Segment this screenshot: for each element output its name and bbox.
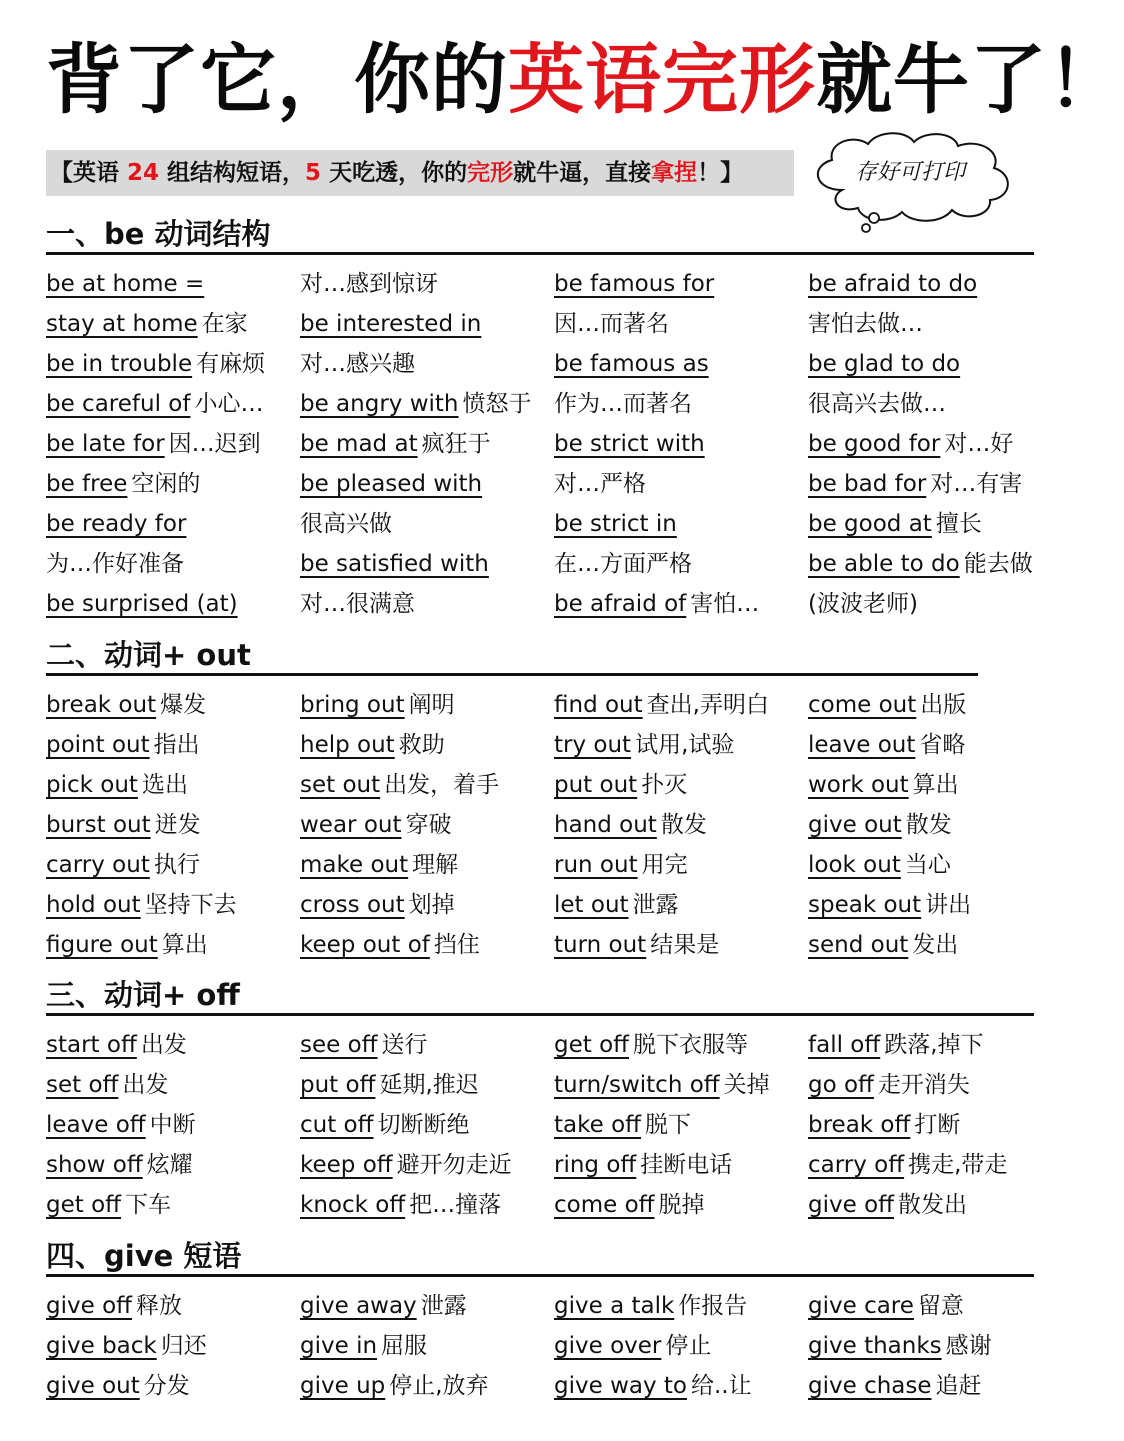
phrase-entry	[300, 1108, 469, 1142]
phrase-chinese: 讲出	[925, 892, 972, 918]
phrase-chinese: 作报告	[678, 1293, 748, 1319]
phrase-entry	[46, 1329, 207, 1363]
phrase-chinese: 愤怒于	[462, 391, 532, 417]
phrase-entry	[46, 848, 200, 882]
phrase-entry	[554, 888, 679, 922]
phrase-entry	[808, 888, 971, 922]
phrase-chinese: 出发，着手	[384, 772, 500, 798]
phrase-entry	[46, 347, 265, 381]
phrase-english: break out	[46, 692, 157, 718]
phrase-chinese: 扑灭	[641, 772, 688, 798]
phrase-english: speak out	[808, 892, 922, 918]
phrase-entry	[554, 1108, 691, 1142]
phrase-chinese: 在家	[201, 311, 248, 337]
phrase-entry	[808, 768, 959, 802]
phrase-entry	[554, 928, 719, 962]
phrase-english: be pleased with	[300, 471, 483, 497]
phrase-entry	[46, 507, 186, 541]
phrase-chinese: 坚持下去	[144, 892, 237, 918]
phrase-english: be careful of	[46, 391, 191, 417]
subtitle-number: 5	[305, 160, 322, 186]
phrase-chinese: 因…而著名	[554, 311, 669, 337]
phrase-english: give way to	[554, 1373, 687, 1399]
phrase-english: pick out	[46, 772, 138, 798]
phrase-entry	[554, 587, 759, 621]
phrase-english: hold out	[46, 892, 141, 918]
phrase-entry	[300, 1028, 428, 1062]
phrase-english: give chase	[808, 1373, 932, 1399]
phrase-chinese: 对…感到惊讶	[300, 271, 438, 297]
phrase-entry	[554, 848, 688, 882]
phrase-entry	[300, 848, 458, 882]
phrase-entry	[46, 808, 201, 842]
subtitle-number: 24	[127, 160, 160, 186]
phrase-entry	[46, 1289, 182, 1323]
phrase-english: keep out of	[300, 932, 430, 958]
phrase-chinese: 很高兴去做…	[808, 391, 946, 417]
phrase-english: be famous for	[554, 271, 715, 297]
phrase-english: put off	[300, 1072, 376, 1098]
phrase-chinese: 为…作好准备	[46, 551, 184, 577]
phrase-chinese: 对…有害	[930, 471, 1023, 497]
phrase-chinese: 送行	[381, 1032, 428, 1058]
phrase-entry	[300, 1369, 489, 1403]
phrase-chinese: 出发	[140, 1032, 187, 1058]
phrase-chinese: 空闲的	[131, 471, 201, 497]
phrase-entry	[554, 1369, 752, 1403]
phrase-chinese: 追赶	[935, 1373, 982, 1399]
phrase-entry	[554, 1329, 711, 1363]
phrase-entry	[808, 688, 966, 722]
phrase-chinese: 脱下	[645, 1112, 691, 1138]
phrase-english: set out	[300, 772, 381, 798]
phrase-entry	[46, 307, 248, 341]
phrase-entry	[808, 587, 918, 621]
phrase-english: see off	[300, 1032, 378, 1058]
phrase-english: cross out	[300, 892, 405, 918]
phrase-chinese: 出发	[122, 1072, 169, 1098]
phrase-chinese: 很高兴做	[300, 511, 392, 537]
phrase-entry	[300, 507, 392, 541]
phrase-entry	[554, 267, 714, 301]
phrase-chinese: 作为…而著名	[554, 391, 692, 417]
phrase-entry	[808, 507, 982, 541]
phrase-entry	[300, 888, 455, 922]
phrase-entry	[554, 1289, 747, 1323]
phrase-entry	[300, 547, 489, 581]
phrase-english: carry off	[808, 1152, 905, 1178]
phrase-entry	[554, 1188, 705, 1222]
phrase-chinese: 屈服	[381, 1333, 428, 1359]
phrase-entry	[808, 1148, 1007, 1182]
phrase-entry	[46, 1148, 193, 1182]
phrase-entry	[808, 467, 1022, 501]
phrase-english: be angry with	[300, 391, 459, 417]
phrase-english: be bad for	[808, 471, 927, 497]
phrase-english: be interested in	[300, 311, 482, 337]
phrase-english: give away	[300, 1293, 417, 1319]
phrase-english: be afraid to do	[808, 271, 978, 297]
phrase-english: be good for	[808, 431, 941, 457]
phrase-entry	[808, 1329, 992, 1363]
phrase-entry	[300, 267, 438, 301]
phrase-chinese: 救助	[398, 732, 445, 758]
phrase-entry	[554, 1028, 748, 1062]
phrase-chinese: 挂断电话	[640, 1152, 733, 1178]
phrase-english: be strict in	[554, 511, 677, 537]
phrase-chinese: 执行	[153, 852, 200, 878]
phrase-chinese: 指出	[153, 732, 200, 758]
phrase-english: try out	[554, 732, 632, 758]
phrase-english: point out	[46, 732, 150, 758]
phrase-entry	[808, 808, 952, 842]
phrase-entry	[300, 467, 482, 501]
subtitle-highlight: 完形	[467, 160, 514, 186]
phrase-chinese: 害怕去做…	[808, 311, 923, 337]
phrase-entry	[46, 587, 238, 621]
phrase-entry	[554, 728, 734, 762]
phrase-english: give care	[808, 1293, 914, 1319]
phrase-english: give over	[554, 1333, 662, 1359]
phrase-entry	[300, 768, 499, 802]
phrase-entry	[808, 307, 923, 341]
phrase-english: help out	[300, 732, 395, 758]
phrase-entry	[808, 1068, 970, 1102]
phrase-entry	[808, 928, 958, 962]
phrase-chinese: 散发	[660, 812, 707, 838]
phrase-chinese: 结果是	[650, 932, 720, 958]
phrase-english: give up	[300, 1373, 386, 1399]
phrase-english: be ready for	[46, 511, 187, 537]
phrase-chinese: 有麻烦	[196, 351, 266, 377]
phrase-chinese: 爆发	[160, 692, 207, 718]
phrase-chinese: 关掉	[723, 1072, 770, 1098]
phrase-english: show off	[46, 1152, 143, 1178]
phrase-english: give thanks	[808, 1333, 942, 1359]
phrase-chinese: 跌落,掉下	[884, 1032, 984, 1058]
subtitle-text: 天吃透，你的	[321, 160, 468, 186]
subtitle-text: ！】	[697, 160, 744, 186]
phrase-chinese: 避开勿走近	[396, 1152, 512, 1178]
phrase-entry	[46, 1068, 168, 1102]
phrase-english: make out	[300, 852, 409, 878]
phrase-english: figure out	[46, 932, 158, 958]
section-title: 二、动词+ out	[46, 638, 251, 672]
phrase-entry	[46, 728, 200, 762]
phrase-chinese: 释放	[135, 1293, 182, 1319]
phrase-english: let out	[554, 892, 629, 918]
phrase-english: turn/switch off	[554, 1072, 720, 1098]
phrase-chinese: 对…严格	[554, 471, 646, 497]
phrase-entry	[554, 347, 709, 381]
phrase-english: come off	[554, 1192, 655, 1218]
phrase-english: turn out	[554, 932, 647, 958]
phrase-chinese: 留意	[917, 1293, 964, 1319]
phrase-entry	[808, 1188, 967, 1222]
subtitle-highlight: 拿捏	[651, 160, 698, 186]
phrase-english: be glad to do	[808, 351, 961, 377]
phrase-chinese: 出版	[920, 692, 967, 718]
phrase-entry	[554, 1068, 770, 1102]
phrase-chinese: 中断	[149, 1112, 196, 1138]
phrase-entry	[46, 688, 206, 722]
phrase-entry	[554, 467, 646, 501]
phrase-chinese: 归还	[160, 1333, 207, 1359]
phrase-chinese: 擅长	[935, 511, 982, 537]
phrase-english: give out	[808, 812, 902, 838]
phrase-english: look out	[808, 852, 901, 878]
phrase-chinese: 感谢	[945, 1333, 992, 1359]
phrase-english: be at home =	[46, 271, 205, 297]
phrase-entry	[46, 387, 263, 421]
phrase-english: give off	[46, 1293, 132, 1319]
phrase-english: start off	[46, 1032, 137, 1058]
section-title: 四、give 短语	[46, 1239, 242, 1273]
phrase-entry	[300, 728, 445, 762]
phrase-entry	[46, 427, 261, 461]
phrase-chinese: 脱掉	[658, 1192, 705, 1218]
phrase-english: get off	[46, 1192, 121, 1218]
phrase-entry	[808, 728, 965, 762]
phrase-entry	[808, 267, 977, 301]
subtitle-text: 【英语	[50, 160, 128, 186]
phrase-entry	[554, 427, 705, 461]
phrase-chinese: 泄露	[632, 892, 679, 918]
phrase-chinese: 查出,弄明白	[646, 692, 769, 718]
phrase-entry	[46, 267, 204, 301]
phrase-entry	[300, 1188, 501, 1222]
phrase-entry	[808, 547, 1033, 581]
phrase-entry	[300, 928, 480, 962]
phrase-entry	[300, 688, 455, 722]
phrase-chinese: 停止,放弃	[389, 1373, 489, 1399]
subtitle-text: 就牛逼，直接	[513, 160, 652, 186]
phrase-chinese: 对…很满意	[300, 591, 415, 617]
phrase-english: be satisfied with	[300, 551, 489, 577]
phrase-chinese: 停止	[665, 1333, 712, 1359]
phrase-entry	[46, 1028, 187, 1062]
phrase-english: be strict with	[554, 431, 705, 457]
phrase-english: hand out	[554, 812, 657, 838]
phrase-entry	[554, 808, 707, 842]
phrase-english: give out	[46, 1373, 140, 1399]
phrase-entry	[46, 1369, 190, 1403]
phrase-chinese: 分发	[143, 1373, 190, 1399]
phrase-entry	[808, 347, 960, 381]
phrase-chinese: 选出	[141, 772, 188, 798]
phrase-entry	[808, 848, 951, 882]
phrase-entry	[46, 888, 237, 922]
phrase-chinese: 算出	[912, 772, 959, 798]
phrase-chinese: 迸发	[154, 812, 201, 838]
phrase-entry	[46, 467, 200, 501]
phrase-entry	[554, 547, 692, 581]
phrase-chinese: 把…撞落	[409, 1192, 502, 1218]
phrase-chinese: 脱下衣服等	[633, 1032, 748, 1058]
phrase-english: give back	[46, 1333, 157, 1359]
phrase-entry	[554, 507, 677, 541]
phrase-entry	[300, 808, 452, 842]
phrase-entry	[808, 1028, 984, 1062]
phrase-entry	[46, 1108, 196, 1142]
phrase-chinese: 泄露	[420, 1293, 467, 1319]
phrase-english: cut off	[300, 1112, 374, 1138]
phrase-chinese: 害怕…	[690, 591, 760, 617]
phrase-chinese: 对…好	[944, 431, 1014, 457]
phrase-chinese: (波波老师)	[808, 591, 918, 617]
phrase-english: take off	[554, 1112, 641, 1138]
title-highlight: 英语完形	[508, 35, 816, 124]
phrase-entry	[808, 1108, 960, 1142]
phrase-english: set off	[46, 1072, 119, 1098]
cloud-note: 存好可打印	[854, 160, 965, 185]
phrase-english: leave off	[46, 1112, 146, 1138]
phrase-chinese: 散发出	[897, 1192, 967, 1218]
phrase-english: bring out	[300, 692, 405, 718]
phrase-chinese: 算出	[161, 932, 208, 958]
phrase-entry	[46, 1188, 171, 1222]
phrase-english: burst out	[46, 812, 151, 838]
phrase-english: carry out	[46, 852, 150, 878]
phrase-entry	[554, 1148, 732, 1182]
section-divider	[46, 673, 978, 676]
phrase-chinese: 炫耀	[146, 1152, 193, 1178]
phrase-entry	[808, 1369, 982, 1403]
phrase-english: be late for	[46, 431, 165, 457]
phrase-entry	[554, 387, 692, 421]
phrase-chinese: 疯狂于	[421, 431, 491, 457]
phrase-chinese: 下车	[125, 1192, 171, 1218]
phrase-chinese: 散发	[905, 812, 952, 838]
phrase-chinese: 打断	[914, 1112, 961, 1138]
phrase-english: be free	[46, 471, 128, 497]
phrase-entry	[300, 587, 415, 621]
phrase-chinese: 当心	[904, 852, 951, 878]
section-divider	[46, 252, 1034, 255]
subtitle-text: 组结构短语，	[159, 160, 306, 186]
phrase-chinese: 小心…	[194, 391, 264, 417]
phrase-chinese: 试用,试验	[635, 732, 735, 758]
phrase-chinese: 阐明	[408, 692, 455, 718]
phrase-chinese: 挡住	[433, 932, 480, 958]
phrase-chinese: 携走,带走	[908, 1152, 1008, 1178]
phrase-english: be mad at	[300, 431, 418, 457]
phrase-chinese: 发出	[912, 932, 959, 958]
phrase-chinese: 给..让	[690, 1373, 752, 1399]
phrase-entry	[46, 768, 188, 802]
section-divider	[46, 1274, 1034, 1277]
phrase-entry	[554, 768, 687, 802]
section-title: 三、动词+ off	[46, 978, 240, 1012]
page-title	[46, 30, 1124, 130]
phrase-english: leave out	[808, 732, 916, 758]
title-part-1: 背了它，你的	[46, 35, 508, 124]
phrase-english: wear out	[300, 812, 402, 838]
phrase-chinese: 在…方面严格	[554, 551, 692, 577]
phrase-english: send out	[808, 932, 909, 958]
phrase-english: ring off	[554, 1152, 637, 1178]
phrase-entry	[300, 427, 491, 461]
phrase-entry	[808, 427, 1013, 461]
subtitle-banner	[46, 150, 794, 196]
phrase-entry	[300, 1289, 467, 1323]
section-divider	[46, 1013, 1034, 1016]
phrase-entry	[300, 307, 481, 341]
phrase-english: put out	[554, 772, 638, 798]
phrase-entry	[46, 928, 208, 962]
phrase-chinese: 穿破	[405, 812, 452, 838]
phrase-entry	[300, 1068, 479, 1102]
phrase-entry	[554, 688, 769, 722]
phrase-english: find out	[554, 692, 643, 718]
phrase-english: keep off	[300, 1152, 393, 1178]
phrase-chinese: 用完	[641, 852, 688, 878]
phrase-entry	[46, 547, 184, 581]
phrase-english: break off	[808, 1112, 911, 1138]
phrase-chinese: 能去做	[963, 551, 1033, 577]
title-part-2: 就牛了！	[816, 35, 1124, 124]
phrase-english: stay at home	[46, 311, 198, 337]
phrase-english: be able to do	[808, 551, 960, 577]
phrase-entry	[300, 387, 532, 421]
phrase-chinese: 因…迟到	[168, 431, 261, 457]
phrase-entry	[300, 1148, 512, 1182]
phrase-chinese: 走开消失	[877, 1072, 970, 1098]
phrase-english: work out	[808, 772, 909, 798]
phrase-chinese: 延期,推迟	[379, 1072, 479, 1098]
phrase-entry	[300, 347, 415, 381]
phrase-english: give in	[300, 1333, 378, 1359]
phrase-entry	[300, 1329, 427, 1363]
phrase-english: be famous as	[554, 351, 709, 377]
phrase-english: be afraid of	[554, 591, 687, 617]
phrase-english: go off	[808, 1072, 874, 1098]
phrase-chinese: 划掉	[408, 892, 455, 918]
phrase-english: give a talk	[554, 1293, 675, 1319]
section-title: 一、be 动词结构	[46, 217, 271, 251]
phrase-english: fall off	[808, 1032, 881, 1058]
phrase-english: run out	[554, 852, 638, 878]
phrase-english: come out	[808, 692, 917, 718]
phrase-entry	[808, 387, 946, 421]
phrase-english: be in trouble	[46, 351, 193, 377]
phrase-english: be good at	[808, 511, 932, 537]
phrase-chinese: 对…感兴趣	[300, 351, 415, 377]
phrase-english: get off	[554, 1032, 629, 1058]
phrase-english: give off	[808, 1192, 894, 1218]
phrase-chinese: 理解	[412, 852, 459, 878]
phrase-entry	[554, 307, 669, 341]
phrase-entry	[808, 1289, 964, 1323]
phrase-english: knock off	[300, 1192, 406, 1218]
phrase-chinese: 省略	[919, 732, 966, 758]
phrase-chinese: 切断断绝	[377, 1112, 470, 1138]
phrase-english: be surprised (at)	[46, 591, 238, 617]
